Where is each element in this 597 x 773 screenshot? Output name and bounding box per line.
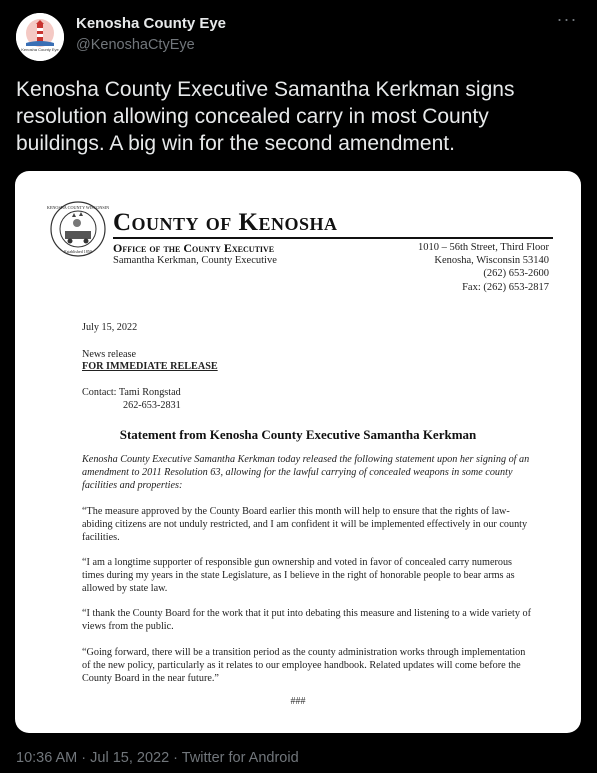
quote-paragraph: “I thank the County Board for the work that it put into debating this measure and listening to a wide variety of views from the public.	[82, 608, 531, 632]
executive-name: Samantha Kerkman, County Executive	[113, 255, 277, 266]
quote-paragraph: “The measure approved by the County Board earlier this month will help to ensure that the rights of law-abiding citizens are not unduly restricted, and I am confident it will be implemented effectively in our county facilities.	[82, 506, 528, 543]
statement-intro: Kenosha County Executive Samantha Kerkman today released the following statement upon her signing of an amendment to 2011 Resolution 63, allowing for the lawful carrying of concealed weapons in some county facilities and properties:	[82, 454, 530, 491]
address-line: Kenosha, Wisconsin 53140	[434, 255, 549, 267]
quote-paragraph: “Going forward, there will be a transition period as the county administration works through implementation of the new policy, particularly as it relates to our employee handbook. Related updates will come before the County Board in the near future.”	[82, 647, 526, 684]
avatar[interactable]	[16, 13, 64, 61]
avatar-logo-text: Kenosha County Eye	[21, 47, 59, 52]
seal-text-top: KENOSHA COUNTY WISCONSIN	[46, 205, 110, 210]
attached-image[interactable]	[15, 171, 581, 733]
tweet-text: Kenosha County Executive Samantha Kerkman signs resolution allowing concealed carry in most County buildings. A big win for the second amendment.	[16, 78, 515, 155]
quote-paragraph: “I am a longtime supporter of responsible gun ownership and voted in favor of concealed carry numerous times during my years in the state Legislature, as I believe in the right of honorable people to bear arms as allowed by state law.	[82, 557, 515, 594]
tweet-header	[16, 9, 581, 62]
lighthouse-logo-icon	[16, 13, 64, 61]
address-line: 1010 – 56th Street, Third Floor	[417, 242, 549, 253]
title-divider	[113, 237, 553, 239]
office-address	[379, 241, 549, 294]
county-seal-icon	[46, 201, 110, 257]
county-title: County of Kenosha	[113, 209, 338, 236]
display-name[interactable]: Kenosha County Eye	[76, 15, 227, 32]
news-release-label: News release	[82, 349, 137, 360]
press-release-document	[15, 171, 581, 733]
user-handle[interactable]: @KenoshaCtyEye	[76, 37, 195, 53]
release-date: July 15, 2022	[82, 322, 138, 333]
address-line: (262) 653-2600	[483, 268, 549, 280]
end-mark: ###	[290, 696, 306, 707]
statement-title: Statement from Kenosha County Executive Samantha Kerkman	[119, 427, 477, 442]
contact-name: Contact: Tami Rongstad	[82, 387, 181, 398]
address-line: Fax: (262) 653-2817	[462, 281, 549, 293]
tweet-timestamp[interactable]: 10:36 AM · Jul 15, 2022 · Twitter for Android	[16, 750, 299, 766]
immediate-release-label: FOR IMMEDIATE RELEASE	[82, 361, 218, 372]
more-options-icon[interactable]: ···	[556, 9, 578, 29]
office-name: Office of the County Executive	[113, 241, 275, 255]
contact-phone: 262-653-2831	[123, 400, 181, 411]
seal-text-bottom: Established 1850	[64, 249, 92, 254]
